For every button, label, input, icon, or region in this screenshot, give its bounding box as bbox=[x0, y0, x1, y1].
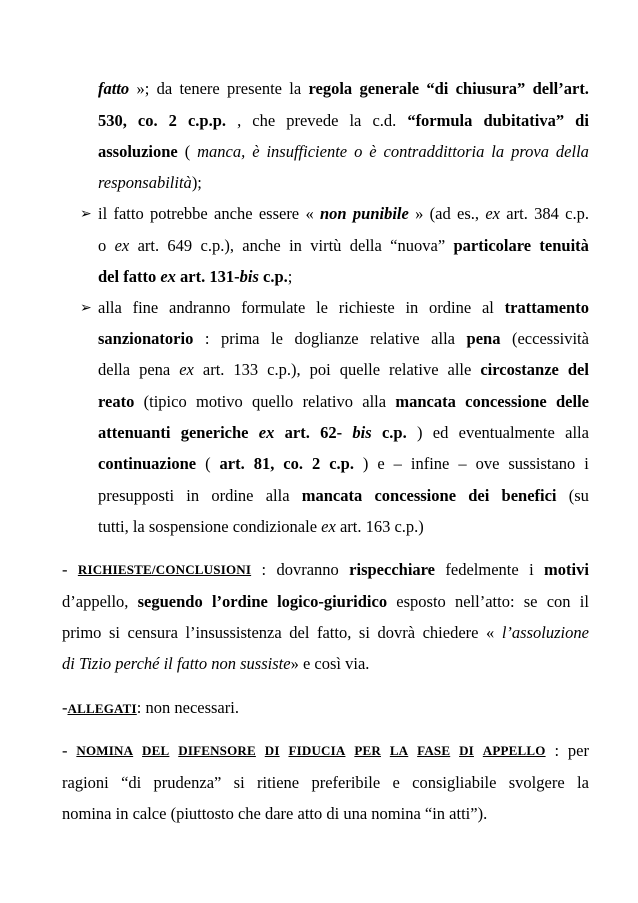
text-segment: LA bbox=[389, 743, 409, 758]
text-segment: » bbox=[415, 204, 424, 223]
text-segment: manca, bbox=[197, 142, 246, 161]
text-segment: è bbox=[252, 142, 260, 161]
text-segment: dell’art. bbox=[532, 79, 589, 98]
text-segment: dovranno bbox=[276, 560, 339, 579]
text-segment: il bbox=[579, 592, 589, 611]
text-segment: il bbox=[98, 204, 108, 223]
text-segment: richieste bbox=[338, 298, 395, 317]
text-segment: ritiene bbox=[256, 773, 300, 792]
text-segment: 133 bbox=[233, 360, 259, 379]
text-segment: DEL bbox=[142, 743, 170, 758]
text-segment: responsabilità bbox=[98, 173, 192, 192]
text-segment: 2 bbox=[168, 111, 177, 130]
text-segment: è bbox=[369, 142, 377, 161]
text-segment: sanzionatorio bbox=[98, 329, 194, 348]
text-segment: presupposti bbox=[98, 486, 175, 505]
text-segment: : non necessari. bbox=[136, 698, 239, 717]
text-segment: l’insussistenza bbox=[185, 623, 282, 642]
text-segment: - bbox=[62, 698, 68, 717]
bullet-arrow-icon: ➢ bbox=[80, 206, 92, 222]
text-segment: di Tizio perché il fatto non sussiste bbox=[62, 654, 291, 673]
text-segment: ex bbox=[160, 267, 181, 286]
text-line bbox=[98, 267, 292, 287]
text-segment: prevede bbox=[286, 111, 339, 130]
text-segment: fatto bbox=[98, 79, 130, 98]
text-segment: fine bbox=[132, 298, 159, 317]
text-segment: (eccessività bbox=[511, 329, 589, 348]
text-segment: pena bbox=[139, 360, 171, 379]
text-segment: particolare bbox=[453, 236, 532, 255]
text-segment: DI bbox=[264, 743, 280, 758]
text-segment: 530, bbox=[98, 111, 127, 130]
text-segment: 2 bbox=[311, 454, 321, 473]
text-segment: ex bbox=[179, 360, 194, 379]
text-segment: - bbox=[62, 741, 68, 760]
text-segment: ALLEGATI bbox=[67, 701, 137, 716]
text-segment: concessione bbox=[374, 486, 457, 505]
text-segment: alla bbox=[98, 298, 122, 317]
text-line bbox=[98, 298, 589, 318]
text-segment: insufficiente bbox=[266, 142, 348, 161]
text-segment: andranno bbox=[169, 298, 231, 317]
text-segment: motivo bbox=[195, 392, 243, 411]
text-line bbox=[62, 773, 589, 793]
text-line bbox=[62, 623, 589, 643]
text-segment: ex bbox=[258, 423, 275, 442]
text-segment: DIFENSORE bbox=[178, 743, 256, 758]
text-segment: anche bbox=[242, 236, 281, 255]
text-segment: essere bbox=[258, 204, 300, 223]
text-segment: la bbox=[491, 142, 505, 161]
text-segment: o bbox=[354, 142, 363, 161]
text-segment: mancata bbox=[301, 486, 363, 505]
text-line bbox=[98, 111, 589, 131]
text-segment: fedelmente bbox=[445, 560, 519, 579]
text-segment: : bbox=[261, 560, 267, 579]
text-segment: prima bbox=[221, 329, 260, 348]
text-segment: rispecchiare bbox=[349, 560, 436, 579]
text-segment: ex bbox=[114, 236, 130, 255]
text-segment: es., bbox=[457, 204, 480, 223]
text-segment: , bbox=[237, 111, 242, 130]
text-segment: « bbox=[305, 204, 314, 223]
text-segment: poi bbox=[309, 360, 331, 379]
text-segment: » e così via. bbox=[290, 654, 370, 673]
text-segment: ( bbox=[184, 142, 191, 161]
text-line bbox=[98, 329, 589, 349]
text-segment: RICHIESTE/CONCLUSIONI bbox=[77, 562, 252, 577]
text-segment: sussistano bbox=[508, 454, 576, 473]
bullet-arrow-icon: ➢ bbox=[80, 300, 92, 316]
text-segment: c.p. bbox=[565, 204, 589, 223]
text-segment: art. 131- bbox=[180, 267, 240, 286]
text-segment: virtù bbox=[310, 236, 342, 255]
text-line bbox=[62, 804, 487, 824]
text-segment: c.p. bbox=[381, 423, 407, 442]
text-segment: svolgere bbox=[508, 773, 565, 792]
text-segment: della bbox=[98, 360, 131, 379]
text-segment: che bbox=[252, 111, 276, 130]
text-segment: c.p.p. bbox=[187, 111, 227, 130]
text-segment: del bbox=[567, 360, 589, 379]
text-segment: ( bbox=[205, 454, 211, 473]
text-segment: al bbox=[481, 298, 494, 317]
text-segment: continuazione bbox=[98, 454, 197, 473]
text-segment: la bbox=[289, 79, 302, 98]
text-segment: le bbox=[271, 329, 283, 348]
text-segment: dovrà bbox=[377, 623, 416, 642]
text-segment: reato bbox=[98, 392, 135, 411]
text-line bbox=[62, 654, 369, 674]
text-segment: contraddittoria bbox=[383, 142, 485, 161]
text-line bbox=[98, 204, 589, 224]
text-segment: c.p.), bbox=[200, 236, 234, 255]
text-segment: ed bbox=[432, 423, 449, 442]
text-segment: – bbox=[393, 454, 402, 473]
text-segment: primo bbox=[62, 623, 102, 642]
text-line bbox=[62, 560, 589, 580]
text-line bbox=[98, 392, 589, 412]
text-segment: logico-giuridico bbox=[277, 592, 388, 611]
text-segment: presente bbox=[227, 79, 283, 98]
text-segment: quello bbox=[252, 392, 294, 411]
text-segment: infine bbox=[410, 454, 450, 473]
text-segment: di bbox=[575, 111, 589, 130]
text-line bbox=[98, 454, 589, 474]
text-segment: quelle bbox=[339, 360, 381, 379]
text-line bbox=[98, 79, 589, 99]
text-segment: in bbox=[289, 236, 302, 255]
text-segment: art. 163 c.p.) bbox=[339, 517, 424, 536]
text-segment: FIDUCIA bbox=[288, 743, 346, 758]
text-segment: NOMINA bbox=[76, 743, 134, 758]
text-segment: generiche bbox=[180, 423, 249, 442]
text-segment: nomina in calce (piuttosto che dare atto di una nomina “in atti”). bbox=[62, 804, 488, 823]
text-segment: alla bbox=[565, 423, 589, 442]
text-segment: (su bbox=[568, 486, 589, 505]
text-segment: mancata bbox=[395, 392, 456, 411]
text-segment: bis bbox=[239, 267, 263, 286]
text-segment: formulate bbox=[241, 298, 306, 317]
text-segment: relative bbox=[389, 360, 439, 379]
text-segment: ove bbox=[475, 454, 500, 473]
text-segment: fatto, bbox=[316, 623, 352, 642]
text-segment: si bbox=[108, 623, 120, 642]
text-segment: i bbox=[529, 560, 534, 579]
text-segment: art. bbox=[202, 360, 225, 379]
text-segment: della bbox=[349, 236, 382, 255]
text-segment: attenuanti bbox=[98, 423, 171, 442]
text-segment: c.p. bbox=[263, 267, 288, 286]
text-segment: delle bbox=[556, 392, 589, 411]
text-segment: in bbox=[186, 486, 200, 505]
text-segment: si bbox=[358, 623, 370, 642]
text-segment: tenere bbox=[179, 79, 220, 98]
text-segment: ex bbox=[321, 517, 340, 536]
text-segment: ragioni bbox=[62, 773, 109, 792]
text-segment: dubitativa” bbox=[483, 111, 565, 130]
text-segment: ) bbox=[417, 423, 423, 442]
text-segment: nell’atto: bbox=[454, 592, 515, 611]
text-segment: 649 bbox=[167, 236, 193, 255]
text-segment: pena bbox=[466, 329, 501, 348]
text-segment: da bbox=[156, 79, 173, 98]
text-segment: le bbox=[316, 298, 329, 317]
text-line bbox=[62, 698, 239, 719]
text-line bbox=[98, 517, 424, 537]
text-segment: regola bbox=[308, 79, 353, 98]
text-segment: non bbox=[319, 204, 347, 223]
text-segment: anche bbox=[214, 204, 253, 223]
text-segment: (ad bbox=[429, 204, 451, 223]
text-segment: co. bbox=[137, 111, 158, 130]
text-segment: per bbox=[567, 741, 589, 760]
text-segment: “formula bbox=[407, 111, 473, 130]
text-segment: DI bbox=[459, 743, 474, 758]
text-segment: prudenza” bbox=[153, 773, 222, 792]
text-segment: co. bbox=[283, 454, 303, 473]
text-segment: 62- bbox=[320, 423, 343, 442]
text-segment: art. bbox=[506, 204, 528, 223]
text-segment: FASE bbox=[417, 743, 451, 758]
text-segment: »; bbox=[136, 79, 150, 98]
text-line bbox=[98, 236, 589, 256]
text-segment: i bbox=[584, 454, 589, 473]
text-segment: : bbox=[554, 741, 560, 760]
text-segment: concessione bbox=[465, 392, 547, 411]
text-line bbox=[62, 741, 589, 761]
text-segment: alle bbox=[447, 360, 472, 379]
text-segment: d’appello, bbox=[62, 592, 129, 611]
text-segment: “nuova” bbox=[390, 236, 446, 255]
text-segment: preferibile bbox=[311, 773, 381, 792]
text-segment: - bbox=[62, 560, 68, 579]
text-segment: o bbox=[98, 236, 107, 255]
text-segment: in bbox=[405, 298, 419, 317]
text-segment: alla bbox=[265, 486, 290, 505]
text-segment: ; bbox=[287, 267, 293, 286]
text-segment: “di bbox=[426, 79, 449, 98]
text-segment: l’assoluzione bbox=[501, 623, 589, 642]
text-segment: e bbox=[392, 773, 400, 792]
text-segment: (tipico bbox=[143, 392, 187, 411]
text-segment: c.d. bbox=[372, 111, 397, 130]
text-segment: c.p. bbox=[329, 454, 354, 473]
text-segment: ex bbox=[485, 204, 500, 223]
text-segment: tutti, la sospensione condizionale bbox=[98, 517, 322, 536]
text-segment: motivi bbox=[544, 560, 589, 579]
text-segment: ) bbox=[362, 454, 369, 473]
text-segment: 384 bbox=[534, 204, 559, 223]
text-segment: tenuità bbox=[539, 236, 589, 255]
text-segment: art. bbox=[284, 423, 310, 442]
text-segment: l’ordine bbox=[211, 592, 268, 611]
text-segment: eventualmente bbox=[458, 423, 555, 442]
text-segment: fatto bbox=[113, 204, 144, 223]
text-segment: generale bbox=[359, 79, 420, 98]
text-segment: c.p.), bbox=[267, 360, 301, 379]
text-segment: ordine bbox=[429, 298, 472, 317]
text-line bbox=[98, 486, 589, 506]
text-segment: con bbox=[546, 592, 571, 611]
text-segment: chiedere bbox=[422, 623, 479, 642]
text-segment: PER bbox=[354, 743, 381, 758]
text-segment: circostanze bbox=[480, 360, 559, 379]
text-segment: : bbox=[204, 329, 210, 348]
text-segment: consigliabile bbox=[412, 773, 497, 792]
text-segment: seguendo bbox=[137, 592, 203, 611]
text-line bbox=[98, 173, 202, 193]
text-segment: alla bbox=[362, 392, 387, 411]
text-segment: potrebbe bbox=[150, 204, 208, 223]
text-segment: art. bbox=[137, 236, 160, 255]
text-segment: assoluzione bbox=[98, 142, 178, 161]
text-segment: alla bbox=[431, 329, 455, 348]
text-segment: ordine bbox=[211, 486, 254, 505]
text-segment: si bbox=[233, 773, 245, 792]
text-segment: APPELLO bbox=[482, 743, 546, 758]
text-segment: 81, bbox=[253, 454, 275, 473]
text-segment: chiusura” bbox=[455, 79, 526, 98]
text-segment: “di bbox=[121, 773, 142, 792]
text-segment: art. bbox=[219, 454, 245, 473]
text-segment: la bbox=[349, 111, 362, 130]
text-segment: relative bbox=[370, 329, 420, 348]
text-segment: benefici bbox=[501, 486, 557, 505]
text-segment: censura bbox=[127, 623, 178, 642]
text-segment: se bbox=[523, 592, 538, 611]
text-line bbox=[62, 592, 589, 612]
text-segment: dei bbox=[468, 486, 490, 505]
text-segment: ); bbox=[191, 173, 202, 192]
text-segment: del bbox=[289, 623, 310, 642]
text-segment: della bbox=[555, 142, 589, 161]
text-segment: « bbox=[486, 623, 495, 642]
text-segment: doglianze bbox=[294, 329, 359, 348]
text-segment: del fatto bbox=[98, 267, 161, 286]
text-segment: relativo bbox=[302, 392, 353, 411]
text-line bbox=[98, 360, 589, 380]
text-line bbox=[98, 142, 589, 162]
text-segment: e bbox=[377, 454, 385, 473]
text-segment: trattamento bbox=[504, 298, 589, 317]
text-segment: esposto bbox=[396, 592, 446, 611]
text-segment: prova bbox=[511, 142, 549, 161]
text-segment: punibile bbox=[352, 204, 409, 223]
text-segment: – bbox=[458, 454, 467, 473]
text-segment: bis bbox=[352, 423, 372, 442]
text-line bbox=[98, 423, 589, 443]
text-segment: la bbox=[576, 773, 589, 792]
